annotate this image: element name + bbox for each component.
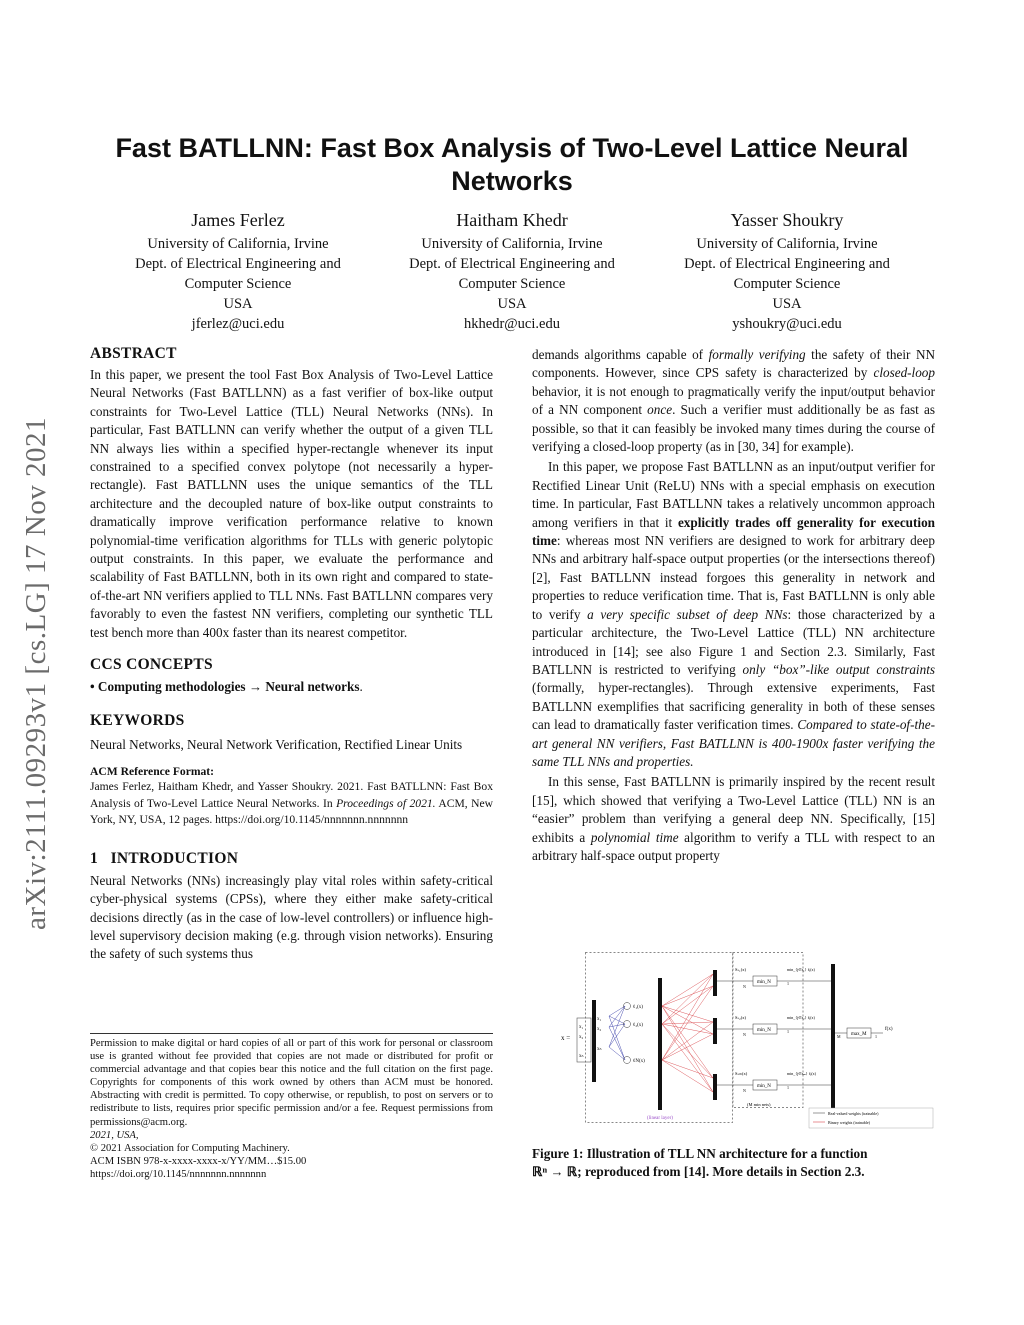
text-run-italic: only “box”-like output constraints <box>742 661 935 677</box>
text-run: . Such a verifier must additionally be as fast as possible, so that it can feasibly be invoked many times during the course of verifying a closed-loop property (as in [30, 34] for example). <box>532 402 935 455</box>
text-run-italic: a very specific subset of deep NNs <box>587 606 788 622</box>
permission-venue: 2021, USA, <box>90 1129 139 1141</box>
author-email: yshoukry@uci.edu <box>732 316 842 332</box>
abstract-heading: ABSTRACT <box>90 345 177 362</box>
text-run: demands algorithms capable of <box>532 347 709 362</box>
right-para-3 <box>532 773 935 865</box>
legend-real: Real-valued weights (trainable) <box>828 1111 879 1116</box>
ccs-period: . <box>359 679 363 695</box>
min-label-1: min_N <box>757 980 771 985</box>
ccs-item: Computing methodologies → Neural networks <box>97 679 360 695</box>
author-department-2: Computer Science <box>733 276 841 292</box>
selM-label: Sₛₘ(x) <box>735 1071 748 1076</box>
figure-caption <box>532 1145 935 1182</box>
x2-label: x₂ <box>579 1035 584 1040</box>
sel1-label: Sₛ₁(x) <box>735 967 746 972</box>
binary-weights <box>662 974 713 1092</box>
author-department-2: Computer Science <box>184 276 292 292</box>
permission-block <box>90 1037 493 1181</box>
legend-binary: Binary weights (trainable) <box>828 1120 870 1125</box>
paper-title <box>100 132 924 198</box>
footnote-rule <box>90 1033 493 1034</box>
arxiv-stamp[interactable]: arXiv:2111.09293v1 [cs.LG] 17 Nov 2021 <box>20 416 52 930</box>
intro-heading-num: 1 <box>90 849 99 867</box>
x1-node: x₁ <box>597 1017 602 1022</box>
author-block-1 <box>103 208 373 334</box>
tll-diagram <box>561 952 935 1130</box>
keywords-text: Neural Networks, Neural Network Verification, Rectified Linear Units <box>90 736 463 752</box>
acm-ref-post: ACM, New York, NY, USA, 12 pages. https://doi.org/10.1145/nnnnnnn.nnnnnnn <box>90 796 493 827</box>
author-affiliation: University of California, Irvine <box>147 236 329 252</box>
author-email: hkhedr@uci.edu <box>464 316 560 332</box>
ccs-line <box>90 678 493 696</box>
author-department: Dept. of Electrical Engineering and <box>135 256 341 272</box>
linear-layer-label: (linear layer) <box>647 1116 673 1121</box>
minoutM: min_{j∈sₘ} ℓⱼ(x) <box>787 1071 816 1076</box>
l2-label: ℓ₂(x) <box>633 1023 643 1028</box>
title-line-1: Fast BATLLNN: Fast Box Analysis of Two-Level Lattice Neural <box>115 133 909 163</box>
author-block-2 <box>377 208 647 334</box>
acm-ref-italic: Proceedings of 2021. <box>336 796 436 810</box>
right-para-2 <box>532 458 935 771</box>
permission-text: Permission to make digital or hard copies of all or part of this work for personal or classroom use is granted without fee provided that copies are not made or distributed for profit or commercial advantage and that copies bear this notice and the full citation on the first page. Copyrights for components of this work owned by others than ACM must be honored. Abstracting with credit is permitted. To copy otherwise, or republish, to post on servers or to redistribute to lists, requires prior specific permission and/or a fee. Request permissions from permissions@acm.org. <box>90 1038 493 1128</box>
text-run: (formally, hyper-rectangles). Through extensive experiments, Fast BATLLNN exemplifies that sacrificing generality in both of these senses can lead to dramatically faster verification times. <box>532 680 935 733</box>
min-label-M: min_N <box>757 1084 771 1089</box>
minout-1: min_{j∈s₁} ℓⱼ(x) <box>787 967 815 972</box>
intro-heading-text: INTRODUCTION <box>110 849 239 867</box>
selector-bar-1 <box>713 970 717 996</box>
keywords-heading: KEYWORDS <box>90 711 185 729</box>
title-line-2: Networks <box>451 166 573 196</box>
right-para-1 <box>532 346 935 456</box>
lN-label: ℓN(x) <box>633 1059 645 1064</box>
text-run: : those characterized by a particular architecture, the Two-Level Lattice (TLL) NN architecture introduced in [14]; see also Figure 1 and Section 2.3. Similarly, Fast BATLLNN is restricted to verifying <box>532 606 935 677</box>
selector-bar-2 <box>713 1018 717 1044</box>
n-label-2: N <box>743 1032 746 1037</box>
author-affiliation: University of California, Irvine <box>421 236 603 252</box>
permission-isbn: ACM ISBN 978-x-xxxx-xxxx-x/YY/MM…$15.00 <box>90 1155 307 1167</box>
text-run: algorithm to verify a TLL with respect to an arbitrary half-space output property <box>532 829 935 863</box>
max-input-bar <box>831 964 835 1110</box>
input-bar <box>592 1000 596 1082</box>
author-country: USA <box>772 296 802 312</box>
text-run-italic: closed-loop <box>873 365 935 381</box>
one-label-2: 1 <box>787 1029 789 1034</box>
author-affiliation: University of California, Irvine <box>696 236 878 252</box>
x2-node: x₂ <box>597 1027 602 1032</box>
acm-ref-pre: James Ferlez, Haitham Khedr, and Yasser Shoukry. 2021. Fast BATLLNN: Fast Box Analysis of Two-Level Lattice Neural Networks. In <box>90 779 493 810</box>
text-run-italic: once <box>647 402 673 418</box>
author-block-3 <box>652 208 922 334</box>
intro-heading <box>90 849 493 869</box>
text-run: : whereas most NN verifiers are designed to work for arbitrary deep NNs and arbitrary half-space output properties (or the intersections thereof) [2], Fast BATLLNN instead forgoes this generality in network and properties to reduce verification time. That is, Fast BATLLNN is only able to verify <box>532 533 935 622</box>
sel2-label: Sₛ₂(x) <box>735 1015 746 1020</box>
text-run-italic: formally verifying <box>708 347 806 362</box>
right-column <box>532 346 935 865</box>
caption-line-1: Figure 1: Illustration of TLL NN architecture for a function <box>532 1146 868 1161</box>
real-weights <box>609 1006 625 1060</box>
author-name: Yasser Shoukry <box>730 210 844 230</box>
text-run: behavior, it is not enough to pragmatically verify the input/output behavior of a NN component <box>532 383 935 418</box>
linear-output-bar <box>658 978 662 1110</box>
intro-para-1: Neural Networks (NNs) increasingly play vital roles within safety-critical cyber-physical systems (CPSs), where they either make safety-critical decisions directly (as in the case of low-level controllers) or influence high-level supervisory decision making (e.g. through vision networks). Ensuring the safety of such systems thus <box>90 872 493 962</box>
xn-node: xₙ <box>597 1047 602 1052</box>
one-label-M: 1 <box>787 1085 789 1090</box>
x1-label: x₁ <box>579 1025 584 1030</box>
m-label: M <box>837 1034 841 1039</box>
text-run: In this paper, we propose Fast BATLLNN as an input/output verifier for Rectified Linear Unit (ReLU) NNs with a special emphasis on execution time. In particular, Fast BATLLNN takes a relatively uncommon approach among verifiers in that it <box>532 459 935 530</box>
input-label: x = <box>561 1034 571 1042</box>
acm-ref-heading: ACM Reference Format: <box>90 764 215 778</box>
text-run-italic: polynomial time <box>590 829 679 845</box>
output-label: f(x) <box>885 1027 893 1032</box>
l1-label: ℓ₁(x) <box>633 1005 643 1010</box>
minout-2: min_{j∈s₂} ℓⱼ(x) <box>787 1015 815 1020</box>
sum-node-n <box>624 1057 631 1064</box>
author-country: USA <box>497 296 527 312</box>
one-label-max: 1 <box>875 1034 877 1039</box>
left-column <box>90 344 493 964</box>
author-country: USA <box>223 296 253 312</box>
xn-label: xₙ <box>579 1054 584 1059</box>
ccs-heading: CCS CONCEPTS <box>90 656 213 674</box>
author-department: Dept. of Electrical Engineering and <box>684 256 890 272</box>
author-name: Haitham Khedr <box>456 210 568 230</box>
author-department-2: Computer Science <box>458 276 566 292</box>
min-label-2: min_N <box>757 1028 771 1033</box>
text-run: In this sense, Fast BATLLNN is primarily inspired by the recent result [15], which showed that verifying a Two-Level Lattice (TLL) NN is an “easier” problem than verifying a general deep NN. Specifically, [15] exhibits a <box>532 774 935 845</box>
n-label-1: N <box>743 984 746 989</box>
author-department: Dept. of Electrical Engineering and <box>409 256 615 272</box>
caption-line-2: ℝⁿ → ℝ; reproduced from [14]. More details in Section 2.3. <box>532 1164 865 1180</box>
permission-copyright: © 2021 Association for Computing Machinery. <box>90 1142 290 1154</box>
ccs-bullet: • <box>90 679 95 695</box>
max-label: max_M <box>851 1032 867 1037</box>
permission-doi[interactable]: https://doi.org/10.1145/nnnnnnn.nnnnnnn <box>90 1168 267 1180</box>
text-run: the safety of their NN components. However, since CPS safety is characterized by <box>532 347 935 381</box>
figure-1 <box>561 952 935 1130</box>
selector-bar-M <box>713 1074 717 1100</box>
n-label-M: N <box>743 1088 746 1093</box>
one-label-1: 1 <box>787 981 789 986</box>
author-name: James Ferlez <box>191 210 285 230</box>
text-run-bold: explicitly trades off generality for execution time <box>532 514 935 549</box>
abstract-text: In this paper, we present the tool Fast Box Analysis of Two-Level Lattice Neural Networks (Fast BATLLNN) as a fast verifier of box-like output constraints for Two-Level Lattice (TLL) Neural Networks (NNs). In particular, Fast BATLLNN can verify whether the output of a given TLL NN always lies within a specified hyper-rectangle whenever its input constrained to a specified convex polytope (not necessarily a hyper-rectangle). Fast BATLLNN uses the unique semantics of the TLL architecture and the decoupled nature of box-like output constraints to dramatically improve verification performance relative to known polynomial-time verification algorithms for TLLs with generic polytopic output constraints. In this paper, we evaluate the performance and scalability of Fast BATLLNN, both in its own right and compared to state-of-the-art NN verifiers applied to TLL NNs. Fast BATLLNN compares very favorably to even the fastest NN verifiers, completing our synthetic TLL test bench more than 400x faster than its nearest competitor. <box>90 367 493 640</box>
author-email: jferlez@uci.edu <box>191 316 285 332</box>
min-nets-label: (M min nets) <box>747 1102 771 1107</box>
acm-ref-text <box>90 779 493 829</box>
text-run-italic: Compared to state-of-the-art general NN verifiers, Fast BATLLNN is 400-1900x faster verifying the same TLL NNs and properties. <box>532 717 935 769</box>
